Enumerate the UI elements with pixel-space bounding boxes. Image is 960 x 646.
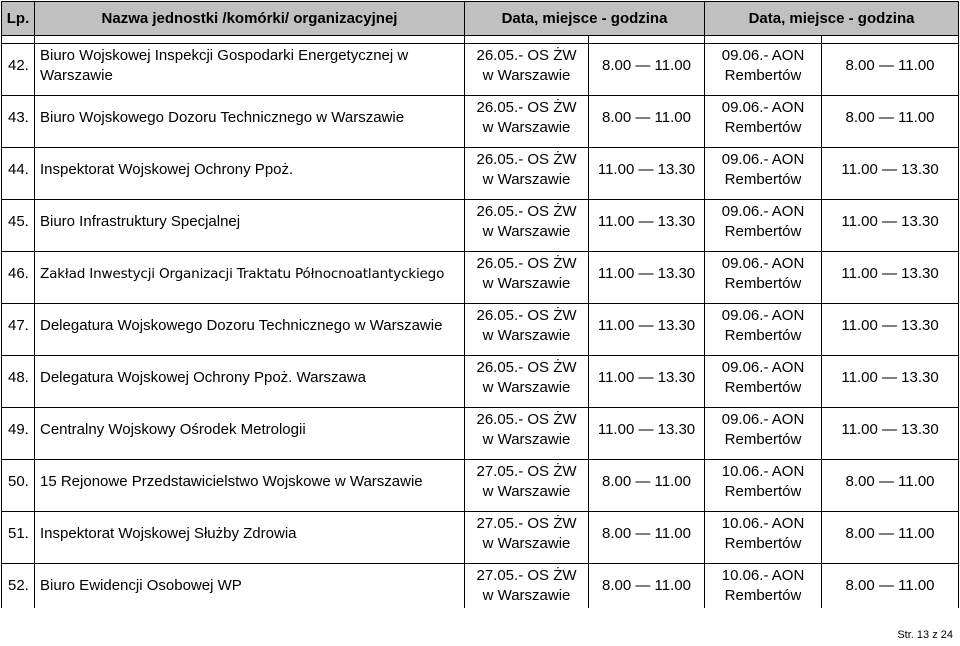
row-number-text: 45. bbox=[8, 213, 29, 230]
spacer-cell bbox=[822, 36, 959, 44]
unit-name-text: Warszawie bbox=[40, 67, 113, 84]
unit-name bbox=[35, 304, 465, 349]
date-place-2-text: Rembertów bbox=[724, 223, 802, 240]
time-1 bbox=[589, 200, 705, 245]
unit-name bbox=[35, 200, 465, 245]
date-place-1-text: 26.05.- OS ŻW bbox=[476, 99, 577, 116]
row-number-text: 52. bbox=[8, 577, 29, 594]
time-2 bbox=[822, 252, 959, 297]
date-place-1-text: 26.05.- OS ŻW bbox=[476, 203, 577, 220]
table-row bbox=[2, 44, 959, 89]
unit-name bbox=[35, 148, 465, 193]
spacer-cell bbox=[705, 36, 822, 44]
date-place-1 bbox=[465, 44, 589, 89]
unit-name-text: Zakład Inwestycji Organizacji Traktatu Północnoatlantyckiego bbox=[40, 266, 445, 282]
unit-name-text: Inspektorat Wojskowej Służby Zdrowia bbox=[40, 525, 297, 542]
spacer-cell bbox=[589, 140, 705, 148]
spacer-cell bbox=[2, 244, 35, 252]
spacer-cell bbox=[822, 556, 959, 564]
date-place-2-text: Rembertów bbox=[724, 535, 802, 552]
date-place-2-text: Rembertów bbox=[724, 119, 802, 136]
spacer-cell bbox=[589, 348, 705, 356]
time-1 bbox=[589, 564, 705, 609]
date-place-2 bbox=[705, 564, 822, 609]
time-1-text: 8.00 — 11.00 bbox=[602, 525, 691, 542]
row-number bbox=[2, 252, 35, 297]
spacer-cell bbox=[705, 192, 822, 200]
time-2-text: 8.00 — 11.00 bbox=[845, 109, 935, 126]
date-place-2 bbox=[705, 148, 822, 193]
date-place-1-text: w Warszawie bbox=[482, 535, 571, 552]
spacer-cell bbox=[589, 88, 705, 96]
spacer-cell bbox=[822, 504, 959, 512]
time-1 bbox=[589, 304, 705, 349]
time-2-text: 11.00 — 13.30 bbox=[841, 161, 939, 178]
unit-name-text: Centralny Wojskowy Ośrodek Metrologii bbox=[40, 421, 306, 438]
date-place-1-text: 26.05.- OS ŻW bbox=[476, 47, 577, 64]
row-number-text: 42. bbox=[8, 57, 29, 74]
spacer-cell bbox=[35, 556, 465, 564]
date-place-1-text: 26.05.- OS ŻW bbox=[476, 255, 577, 272]
date-place-1-text: w Warszawie bbox=[482, 223, 571, 240]
spacer-cell bbox=[589, 504, 705, 512]
row-number bbox=[2, 512, 35, 557]
date-place-2 bbox=[705, 252, 822, 297]
date-place-2-text: Rembertów bbox=[724, 431, 802, 448]
spacer-cell bbox=[589, 556, 705, 564]
spacer-cell bbox=[2, 556, 35, 564]
date-place-1-text: w Warszawie bbox=[482, 171, 571, 188]
spacer-cell bbox=[822, 400, 959, 408]
unit-name-text: Delegatura Wojskowej Ochrony Ppoż. Warszawa bbox=[40, 369, 366, 386]
row-spacer bbox=[2, 140, 959, 148]
row-number-text: 46. bbox=[8, 265, 29, 282]
spacer-cell bbox=[2, 36, 35, 44]
unit-name-text: Biuro Infrastruktury Specjalnej bbox=[40, 213, 241, 230]
row-number bbox=[2, 408, 35, 453]
time-2 bbox=[822, 44, 959, 89]
date-place-1-text: w Warszawie bbox=[482, 587, 571, 604]
date-place-1-text: 26.05.- OS ŻW bbox=[476, 359, 577, 376]
spacer-cell bbox=[822, 192, 959, 200]
spacer-cell bbox=[465, 504, 589, 512]
table-row bbox=[2, 460, 959, 505]
time-1-text: 11.00 — 13.30 bbox=[597, 317, 696, 334]
time-1 bbox=[589, 44, 705, 89]
time-1-text: 11.00 — 13.30 bbox=[597, 161, 696, 178]
unit-name-text: Biuro Wojskowej Inspekcji Gospodarki Energetycznej w bbox=[40, 47, 409, 64]
table-row bbox=[2, 96, 959, 141]
spacer-cell bbox=[2, 400, 35, 408]
spacer-cell bbox=[465, 140, 589, 148]
date-place-2 bbox=[705, 460, 822, 505]
time-2 bbox=[822, 460, 959, 505]
time-2 bbox=[822, 200, 959, 245]
row-number bbox=[2, 96, 35, 141]
spacer-cell bbox=[705, 400, 822, 408]
time-1 bbox=[589, 252, 705, 297]
spacer-cell bbox=[35, 452, 465, 460]
spacer-cell bbox=[705, 88, 822, 96]
spacer-cell bbox=[589, 452, 705, 460]
date-place-2-text: 09.06.- AON bbox=[721, 151, 805, 168]
spacer-cell bbox=[2, 88, 35, 96]
spacer-cell bbox=[35, 36, 465, 44]
date-place-2 bbox=[705, 200, 822, 245]
spacer-cell bbox=[705, 296, 822, 304]
spacer-cell bbox=[589, 192, 705, 200]
date-place-1-text: 27.05.- OS ŻW bbox=[476, 515, 577, 532]
page-number: Str. 13 z 24 bbox=[897, 629, 953, 641]
date-place-2-text: 09.06.- AON bbox=[721, 47, 805, 64]
date-place-2-text: 09.06.- AON bbox=[721, 359, 805, 376]
date-place-2 bbox=[705, 408, 822, 453]
spacer-cell bbox=[465, 244, 589, 252]
row-spacer bbox=[2, 400, 959, 408]
unit-name bbox=[35, 460, 465, 505]
spacer-cell bbox=[2, 452, 35, 460]
table-row bbox=[2, 512, 959, 557]
table-row bbox=[2, 200, 959, 245]
spacer-cell bbox=[705, 504, 822, 512]
row-number-text: 43. bbox=[8, 109, 29, 126]
spacer-cell bbox=[465, 452, 589, 460]
date-place-2 bbox=[705, 304, 822, 349]
date-place-1-text: 27.05.- OS ŻW bbox=[476, 567, 577, 584]
date-place-1-text: 26.05.- OS ŻW bbox=[476, 151, 577, 168]
spacer-cell bbox=[35, 296, 465, 304]
date-place-1-text: w Warszawie bbox=[482, 275, 571, 292]
table-row bbox=[2, 304, 959, 349]
date-place-1 bbox=[465, 252, 589, 297]
spacer-cell bbox=[822, 452, 959, 460]
time-2 bbox=[822, 148, 959, 193]
date-place-2-text: Rembertów bbox=[724, 587, 802, 604]
time-1 bbox=[589, 512, 705, 557]
spacer-cell bbox=[2, 192, 35, 200]
time-2 bbox=[822, 356, 959, 401]
table-row bbox=[2, 148, 959, 193]
header-row bbox=[2, 2, 959, 36]
date-place-1-text: w Warszawie bbox=[482, 67, 571, 84]
date-place-2-text: Rembertów bbox=[724, 327, 802, 344]
date-place-2-text: 09.06.- AON bbox=[721, 307, 805, 324]
spacer-cell bbox=[705, 244, 822, 252]
unit-name bbox=[35, 96, 465, 141]
header-lp: Lp. bbox=[2, 2, 35, 36]
unit-name bbox=[35, 512, 465, 557]
unit-name-text: 15 Rejonowe Przedstawicielstwo Wojskowe w Warszawie bbox=[40, 473, 423, 490]
spacer-cell bbox=[589, 36, 705, 44]
spacer-cell bbox=[35, 192, 465, 200]
unit-name bbox=[35, 252, 465, 297]
row-number bbox=[2, 200, 35, 245]
row-number-text: 47. bbox=[8, 317, 29, 334]
date-place-2-text: 10.06.- AON bbox=[721, 567, 805, 584]
unit-name bbox=[35, 356, 465, 401]
table-row bbox=[2, 252, 959, 297]
date-place-2-text: 09.06.- AON bbox=[721, 203, 805, 220]
date-place-2-text: 10.06.- AON bbox=[721, 463, 805, 480]
date-place-1 bbox=[465, 96, 589, 141]
time-2 bbox=[822, 512, 959, 557]
date-place-1-text: w Warszawie bbox=[482, 379, 571, 396]
spacer-cell bbox=[2, 348, 35, 356]
date-place-2 bbox=[705, 96, 822, 141]
header-date-place-1: Data, miejsce - godzina bbox=[465, 2, 705, 36]
spacer-cell bbox=[465, 400, 589, 408]
time-2 bbox=[822, 408, 959, 453]
unit-name-text: Inspektorat Wojskowej Ochrony Ppoż. bbox=[40, 161, 294, 178]
header-unit-name: Nazwa jednostki /komórki/ organizacyjnej bbox=[35, 2, 465, 36]
spacer-cell bbox=[822, 88, 959, 96]
date-place-1-text: w Warszawie bbox=[482, 483, 571, 500]
date-place-2-text: 09.06.- AON bbox=[721, 411, 805, 428]
date-place-1-text: 26.05.- OS ŻW bbox=[476, 411, 577, 428]
spacer-cell bbox=[705, 140, 822, 148]
time-2-text: 11.00 — 13.30 bbox=[841, 213, 939, 230]
time-1-text: 11.00 — 13.30 bbox=[597, 369, 696, 386]
spacer-cell bbox=[2, 140, 35, 148]
row-spacer bbox=[2, 504, 959, 512]
date-place-1-text: w Warszawie bbox=[482, 119, 571, 136]
unit-name-text: Biuro Ewidencji Osobowej WP bbox=[40, 577, 242, 594]
spacer-cell bbox=[822, 140, 959, 148]
time-1-text: 8.00 — 11.00 bbox=[602, 109, 691, 126]
date-place-2 bbox=[705, 356, 822, 401]
time-2 bbox=[822, 564, 959, 609]
row-number-text: 50. bbox=[8, 473, 29, 490]
time-2-text: 11.00 — 13.30 bbox=[841, 265, 939, 282]
unit-name bbox=[35, 564, 465, 609]
spacer-cell bbox=[822, 348, 959, 356]
date-place-1-text: 27.05.- OS ŻW bbox=[476, 463, 577, 480]
row-number bbox=[2, 148, 35, 193]
spacer-cell bbox=[2, 504, 35, 512]
time-1-text: 8.00 — 11.00 bbox=[602, 577, 691, 594]
time-1 bbox=[589, 356, 705, 401]
time-2 bbox=[822, 304, 959, 349]
unit-name bbox=[35, 44, 465, 89]
spacer-cell bbox=[465, 296, 589, 304]
time-2-text: 8.00 — 11.00 bbox=[845, 577, 935, 594]
date-place-2-text: 09.06.- AON bbox=[721, 99, 805, 116]
time-2-text: 11.00 — 13.30 bbox=[841, 317, 939, 334]
date-place-1 bbox=[465, 200, 589, 245]
time-2 bbox=[822, 96, 959, 141]
time-1-text: 11.00 — 13.30 bbox=[597, 265, 696, 282]
spacer-cell bbox=[589, 244, 705, 252]
row-number-text: 44. bbox=[8, 161, 29, 178]
date-place-1 bbox=[465, 408, 589, 453]
unit-name bbox=[35, 408, 465, 453]
date-place-1 bbox=[465, 460, 589, 505]
date-place-1-text: w Warszawie bbox=[482, 327, 571, 344]
spacer-cell bbox=[35, 244, 465, 252]
row-number bbox=[2, 304, 35, 349]
time-2-text: 8.00 — 11.00 bbox=[845, 57, 935, 74]
time-2-text: 8.00 — 11.00 bbox=[845, 473, 935, 490]
row-number-text: 49. bbox=[8, 421, 29, 438]
row-number bbox=[2, 460, 35, 505]
date-place-2-text: Rembertów bbox=[724, 67, 802, 84]
row-spacer bbox=[2, 244, 959, 252]
time-1 bbox=[589, 96, 705, 141]
date-place-2-text: 09.06.- AON bbox=[721, 255, 805, 272]
date-place-1 bbox=[465, 512, 589, 557]
date-place-2-text: Rembertów bbox=[724, 171, 802, 188]
header-date-place-2: Data, miejsce - godzina bbox=[705, 2, 959, 36]
spacer-cell bbox=[705, 556, 822, 564]
date-place-1 bbox=[465, 356, 589, 401]
row-spacer bbox=[2, 88, 959, 96]
spacer-cell bbox=[822, 296, 959, 304]
spacer-cell bbox=[705, 348, 822, 356]
time-1 bbox=[589, 460, 705, 505]
date-place-2-text: Rembertów bbox=[724, 379, 802, 396]
spacer-cell bbox=[705, 452, 822, 460]
spacer-cell bbox=[35, 504, 465, 512]
row-spacer bbox=[2, 36, 959, 44]
spacer-cell bbox=[35, 348, 465, 356]
row-number bbox=[2, 44, 35, 89]
date-place-1 bbox=[465, 564, 589, 609]
date-place-1-text: w Warszawie bbox=[482, 431, 571, 448]
date-place-2-text: Rembertów bbox=[724, 483, 802, 500]
unit-name-text: Delegatura Wojskowego Dozoru Technicznego w Warszawie bbox=[40, 317, 443, 334]
spacer-cell bbox=[35, 140, 465, 148]
time-2-text: 11.00 — 13.30 bbox=[841, 369, 939, 386]
time-1 bbox=[589, 148, 705, 193]
row-number bbox=[2, 356, 35, 401]
row-spacer bbox=[2, 452, 959, 460]
time-2-text: 11.00 — 13.30 bbox=[841, 421, 939, 438]
date-place-1-text: 26.05.- OS ŻW bbox=[476, 307, 577, 324]
table-row bbox=[2, 564, 959, 609]
row-spacer bbox=[2, 348, 959, 356]
row-number-text: 51. bbox=[8, 525, 29, 542]
date-place-2 bbox=[705, 44, 822, 89]
time-1-text: 11.00 — 13.30 bbox=[597, 421, 696, 438]
date-place-1 bbox=[465, 304, 589, 349]
spacer-cell bbox=[589, 400, 705, 408]
time-1-text: 8.00 — 11.00 bbox=[602, 57, 691, 74]
row-number bbox=[2, 564, 35, 609]
spacer-cell bbox=[822, 244, 959, 252]
date-place-1 bbox=[465, 148, 589, 193]
row-spacer bbox=[2, 192, 959, 200]
row-spacer bbox=[2, 296, 959, 304]
spacer-cell bbox=[465, 36, 589, 44]
row-number-text: 48. bbox=[8, 369, 29, 386]
spacer-cell bbox=[2, 296, 35, 304]
time-1-text: 11.00 — 13.30 bbox=[597, 213, 696, 230]
time-1 bbox=[589, 408, 705, 453]
date-place-2-text: Rembertów bbox=[724, 275, 802, 292]
spacer-cell bbox=[589, 296, 705, 304]
spacer-cell bbox=[35, 400, 465, 408]
row-spacer bbox=[2, 556, 959, 564]
date-place-2-text: 10.06.- AON bbox=[721, 515, 805, 532]
spacer-cell bbox=[465, 88, 589, 96]
table-row bbox=[2, 356, 959, 401]
date-place-2 bbox=[705, 512, 822, 557]
spacer-cell bbox=[465, 348, 589, 356]
unit-name-text: Biuro Wojskowego Dozoru Technicznego w Warszawie bbox=[40, 109, 405, 126]
time-2-text: 8.00 — 11.00 bbox=[845, 525, 935, 542]
spacer-cell bbox=[465, 192, 589, 200]
table-row bbox=[2, 408, 959, 453]
schedule-table bbox=[1, 1, 959, 608]
spacer-cell bbox=[465, 556, 589, 564]
time-1-text: 8.00 — 11.00 bbox=[602, 473, 691, 490]
spacer-cell bbox=[35, 88, 465, 96]
